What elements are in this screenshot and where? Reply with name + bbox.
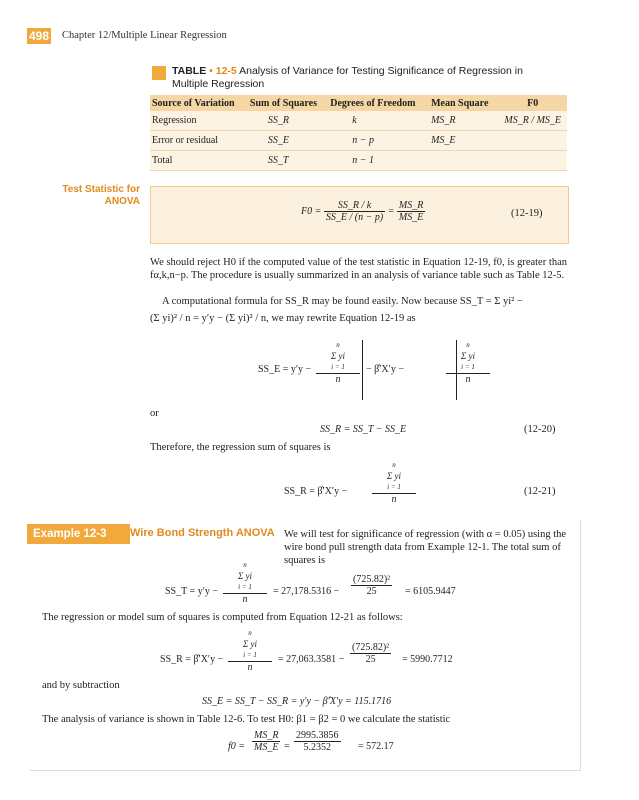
cell: k [328,111,429,131]
margin-label: Test Statistic for ANOVA [62,184,140,207]
example-intro: We will test for significance of regression (with α = 0.05) using the wire bond pull strength data from Example 12-1. The total sum of squares is [284,529,567,566]
equation-12-21: SS_R = β̂′X′y − n Σ yi i = 1 n [284,458,484,510]
cell: MS_E [429,131,498,151]
cell: MS_R [429,111,498,131]
table-row [150,131,567,151]
example-title: Wire Bond Strength ANOVA [130,527,275,539]
cell: Total [150,151,248,171]
table-row [150,151,567,171]
or-text: or [150,408,159,419]
equation-number: (12-20) [524,424,556,435]
cell [498,151,567,171]
cell: SS_E [248,131,328,151]
paragraph: A computational formula for SS_R may be found easily. Now because SS_T = Σ yi² − [162,296,523,307]
page-number: 498 [28,29,50,43]
col-header: Mean Square [429,95,498,111]
cell [429,151,498,171]
table-row [150,111,567,131]
cell: SS_R [248,111,328,131]
cell: MS_R / MS_E [498,111,567,131]
col-header: F0 [498,95,567,111]
example-text: The analysis of variance is shown in Table 12-6. To test H0: β1 = β2 = 0 we calculate the statistic [42,714,451,725]
table-caption: TABLE • 12-5 Analysis of Variance for Testing Significance of Regression in Multiple Regression [172,65,523,90]
anova-table [150,95,567,171]
cell: SS_T [248,151,328,171]
equation-sst: SS_T = y′y − n Σ yi i = 1 n = 27,178.5316 − $\frac{\text{(725.82)²}}{25}$ = 6105.9447 [165,561,456,605]
paragraph: Therefore, the regression sum of squares is [150,442,331,453]
col-header: Source of Variation [150,95,248,111]
paragraph: We should reject H0 if the computed value of the test statistic in Equation 12-19, f0, is greater than fα,k,n−p. The procedure is usually summarized in an analysis of variance table such as Table 12-5. [150,257,567,281]
col-header: Sum of Squares [248,95,328,111]
equation-ssr: SS_R = β̂′X′y − n Σ yi i = 1 n = 27,063.3581 − $\frac{\text{(725.82)²}}{25}$ = 5990.7712 [160,629,453,673]
cell: Error or residual [150,131,248,151]
equation-number: (12-21) [524,486,556,497]
cell: n − p [328,131,429,151]
equation-number: (12-19) [511,208,543,219]
equation-12-19: F0 = $\frac{SS\_R / k}{SS\_E / (n - p)}$ = $\frac{MS\_R}{MS\_E}$ [301,200,424,223]
cell: n − 1 [328,151,429,171]
equation-12-20: SS_R = SS_T − SS_E [320,424,407,435]
chapter-title: Chapter 12/Multiple Linear Regression [62,30,227,41]
table-header-row [150,95,567,111]
example-text: The regression or model sum of squares is computed from Equation 12-21 as follows: [42,612,403,623]
example-badge: Example 12-3 [27,524,130,544]
equation-sse-result: SS_E = SS_T − SS_R = y′y − β̂′X′y = 115.1716 [202,696,392,707]
formula-box [150,186,569,244]
col-header: Degrees of Freedom [328,95,429,111]
cell: Regression [150,111,248,131]
equation-sse: SS_E = y′y − n Σ yi i = 1 n − β̂′X′y − n Σ yi i = 1 n [258,340,558,400]
cell [498,131,567,151]
example-text: and by subtraction [42,680,120,691]
paragraph: (Σ yi)² / n = y′y − (Σ yi)² / n, we may rewrite Equation 12-19 as [150,313,416,324]
equation-f0: f0 = $\frac{MS\_R}{MS\_E}$ = $\frac{2995.3856}{5.2352}$ = 572.17 [228,730,394,753]
table-marker [152,66,166,80]
